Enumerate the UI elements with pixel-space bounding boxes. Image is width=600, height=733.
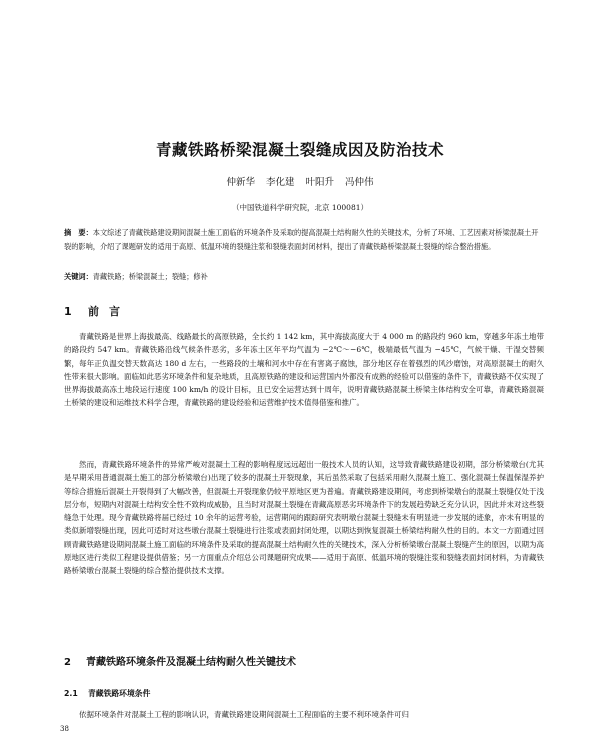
page-number: 38 [60,725,69,733]
section-1-number: 1 [64,305,72,318]
keywords-label: 关键词： [64,272,93,281]
subsection-2-1-title: 青藏铁路环境条件 [88,689,151,698]
section-2-title: 青藏铁路环境条件及混凝土结构耐久性关键技术 [86,657,296,668]
affiliation: （中国铁道科学研究院，北京 100081） [231,203,368,212]
author-list: 仲新华 李化建 叶阳升 冯仲伟 [226,177,374,188]
subsection-2-1-paragraph: 依据环境条件对混凝土工程的影响认识，青藏铁路建设期间混凝土工程面临的主要不利环境条件可归 [79,710,409,719]
section-2-heading [64,653,296,668]
section-2-number: 2 [64,657,71,668]
paper-title: 青藏铁路桥梁混凝土裂缝成因及防治技术 [155,141,444,159]
keywords-text: 青藏铁路；桥梁混凝土；裂缝；修补 [92,272,208,281]
section-1-paragraph-1: 青藏铁路是世界上海拔最高、线路最长的高原铁路，全长约 1 142 km，其中海拔高度大于 4 000 m 的路段约 960 km，穿越多年冻土地带的路段约 547 km。青藏铁路沿线气候条件恶劣，多年冻土区年平均气温为 −2℃～−6℃，极端最低气温为 −45℃，气候干燥、干湿交替频繁，每年正负温交替天数高达 180 d 左右，一些路段的土壤和河水中存在有害离子腐蚀，部分地区存在着强烈的风沙磨蚀，对高原混凝土的耐久性带来很大影响。面临如此恶劣环境条件和复杂地质，且高原铁路的建设和运营国内外都没有成熟的经验可以借鉴的条件下，青藏铁路不仅实现了世界海拔最高冻土地段运行速度 100 km/h 的设计目标，且已安全运营达到十周年，说明青藏铁路混凝土桥梁主体结构安全可靠，青藏铁路混凝土桥梁的建设和运维技术科学合理，青藏铁路的建设经验和运营维护技术值得借鉴和推广。 [64,332,544,408]
subsection-2-1-heading [64,688,150,699]
subsection-2-1-number: 2.1 [64,689,78,698]
abstract-block [64,226,544,253]
abstract-text: 本文综述了青藏铁路建设期间混凝土施工面临的环境条件及采取的提高混凝土结构耐久性的关键技术，分析了环境、工艺因素对桥梁混凝土开裂的影响，介绍了课题研发的适用于高原、低温环境的裂缝注浆和裂缝表面封闭材料，提出了青藏铁路桥梁混凝土裂缝的综合整治措施。 [64,228,539,251]
abstract-label: 摘 要： [64,228,93,237]
keywords-block [64,270,544,283]
section-1-paragraph-2: 然而，青藏铁路环境条件的异常严峻对混凝土工程的影响程度远远超出一般技术人员的认知，这导致青藏铁路建设初期，部分桥梁墩台(尤其是早期采用普通混凝土施工的部分桥梁墩台)出现了较多的混凝土开裂现象，其后虽然采取了包括采用耐久混凝土施工、强化混凝土保温保湿养护等综合措施后混凝土开裂得到了大幅改善，但混凝土开裂现象仍较平原地区更为普遍。青藏铁路建设期间，考虑到桥梁墩台的混凝土裂缝仅处于浅层分布，短期内对混凝土结构安全性不致构成威胁，且当时对混凝土裂缝在青藏高原恶劣环境条件下的发展趋势缺乏充分认识，因此并未对这些裂缝急于处理。现今青藏铁路将届已经过 10 余年的运营考验，运营期间的跟踪研究表明墩台混凝土裂缝未有明显进一步发展的迹象，亦未有明显的类似新增裂缝出现，因此可适时对这些墩台混凝土裂缝进行注浆或表面封闭处理，以期达到恢复混凝土桥梁结构耐久性的目的。本文一方面通过回顾青藏铁路建设期间混凝土施工面临的环境条件及采取的提高混凝土结构耐久性的关键技术，深入分析桥梁墩台混凝土裂缝产生的原因，以期为高原地区进行类似工程建设提供借鉴；另一方面重点介绍总公司课题研究成果——适用于高原、低温环境的裂缝注浆和裂缝表面封闭材料，为青藏铁路桥梁墩台混凝土裂缝的综合整治提供技术支撑。 [64,460,544,576]
section-1-heading [64,303,130,319]
section-1-title: 前言 [88,305,130,318]
